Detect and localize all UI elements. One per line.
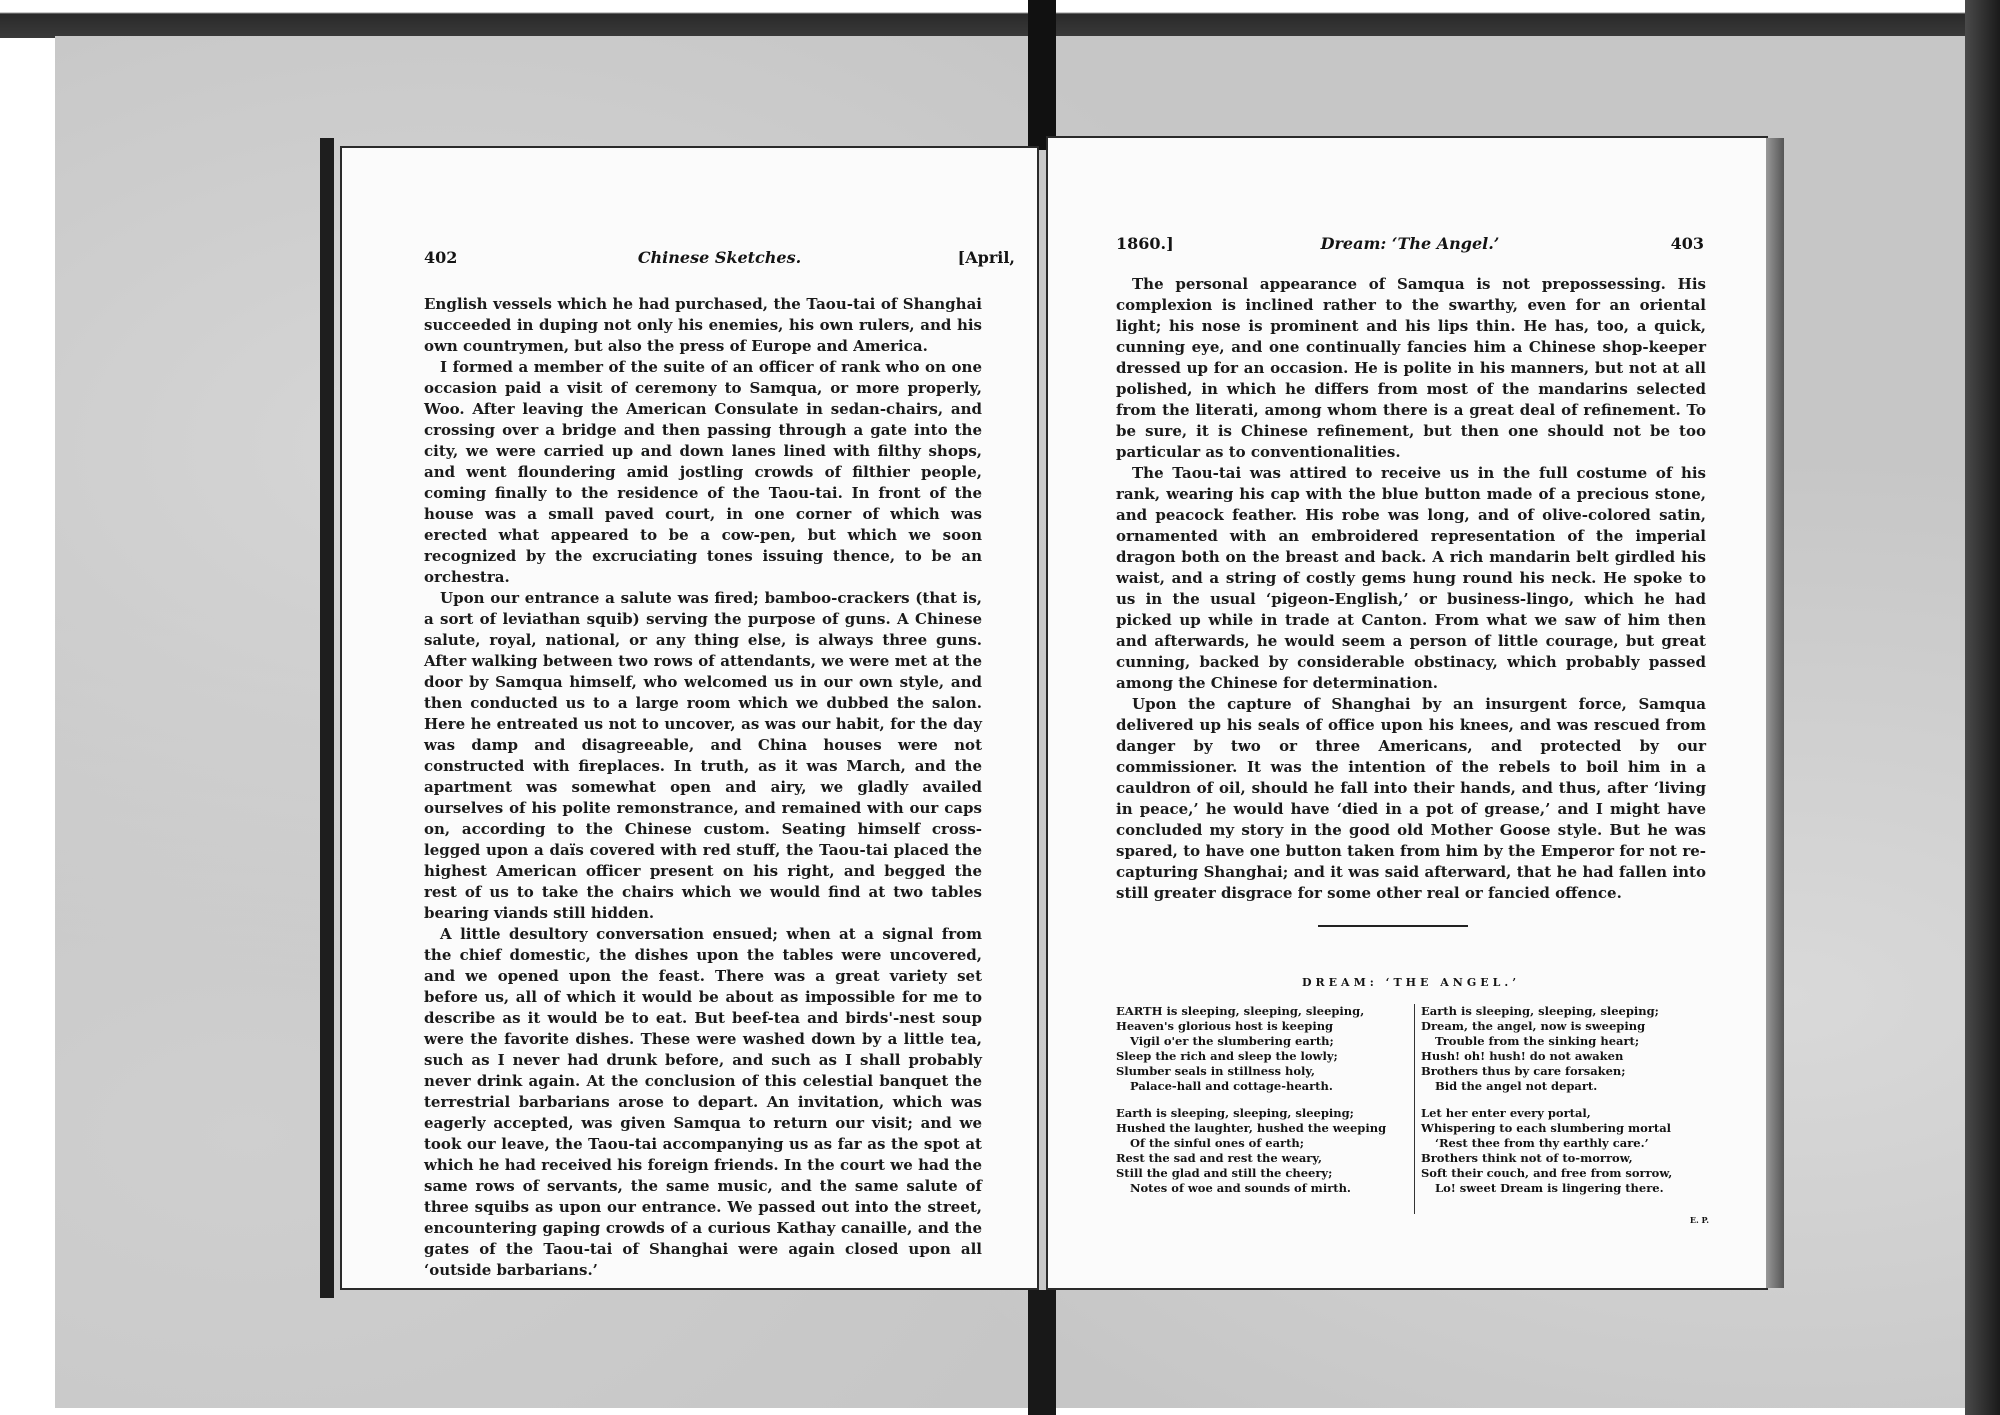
poem-line: Hush! oh! hush! do not awaken (1421, 1049, 1624, 1063)
poem-line: Let her enter every portal, (1421, 1106, 1591, 1120)
paragraph: Upon the capture of Shanghai by an insurgent force, Samqua delivered up his seals of office upon his knees, and was rescued from danger by two or three Americans, and protected by our commissioner. It was the intention of the rebels to boil him in a cauldron of oil, should he fall into their hands, and thus, after ‘living in peace,’ he would have ‘died in a pot of grease,’ and I might have concluded my story in the good old Mother Goose style. But he was spared, to have one button taken from him by the Emperor for not re-capturing Shanghai; and it was said afterward, that he had fallen into still greater disgrace for some other real or fancied offence. (1116, 695, 1706, 902)
poem-line: Earth is sleeping, sleeping, sleeping; (1116, 1106, 1354, 1120)
poem-line: Rest the sad and rest the weary, (1116, 1151, 1322, 1165)
poem-line: Heaven's glorious host is keeping (1116, 1019, 1334, 1033)
paragraph: English vessels which he had purchased, the Taou-tai of Shanghai succeeded in duping not only his enemies, his own rulers, and his own countrymen, but also the press of Europe and America. (424, 295, 982, 355)
left-page (342, 148, 1037, 1288)
paragraph: A little desultory conversation ensued; when at a signal from the chief domestic, the dishes upon the tables were uncovered, and we opened upon the feast. There was a great variety set before us, all of which it would be about as impossible for me to describe as it would be to eat. But beef-tea and birds'-nest soup were the favorite dishes. These were washed down by a little tea, such as I never had drunk before, and such as I shall probably never drink again. At the conclusion of this celestial banquet the terrestrial barbarians arose to depart. An invitation, which was eagerly accepted, was given Samqua to return our visit; and we took our leave, the Taou-tai accompanying us as far as the spot at which he had received his foreign friends. In the court we had the same rows of servants, the same music, and the same salute of three squibs as upon our entrance. We passed out into the street, encountering gaping crowds of a curious Kathay canaille, and the gates of the Taou-tai of Shanghai were again closed upon all ‘outside barbarians.’ (424, 925, 982, 1279)
page-number: 403 (1670, 234, 1704, 253)
poem-line: Still the glad and still the cheery; (1116, 1166, 1333, 1180)
poem-signature: E. P. (1689, 1215, 1709, 1225)
poem-line: Soft their couch, and free from sorrow, (1421, 1166, 1673, 1180)
poem-column-1 (1116, 1004, 1408, 1196)
poem-line: ‘Rest thee from thy earthly care.’ (1435, 1136, 1649, 1150)
poem-line: Vigil o'er the slumbering earth; (1130, 1034, 1334, 1048)
poem-line: Hushed the laughter, hushed the weeping (1116, 1121, 1387, 1135)
paragraph: The Taou-tai was attired to receive us in the full costume of his rank, wearing his cap with the blue button made of a precious stone, and peacock feather. His robe was long, and of olive-colored satin, ornamented with an embroidered representation of the imperial dragon both on the breast and back. A rich mandarin belt girdled his waist, and a string of costly gems hung round his neck. He spoke to us in the usual ‘pigeon-English,’ or business-lingo, which he had picked up while in trade at Canton. From what we saw of him then and afterwards, he would seem a person of little courage, but great cunning, backed by considerable obstinacy, which probably passed among the Chinese for determination. (1116, 464, 1706, 692)
poem-line: Trouble from the sinking heart; (1435, 1034, 1640, 1048)
paragraph: I formed a member of the suite of an officer of rank who on one occasion paid a visit of ceremony to Samqua, or more properly, Woo. After leaving the American Consulate in sedan-chairs, and crossing over a bridge and then passing through a gate into the city, we were carried up and down lanes lined with filthy shops, and went floundering amid jostling crowds of filthier people, coming finally to the residence of the Taou-tai. In front of the house was a small paved court, in one corner of which was erected what appeared to be a cow-pen, but which we soon recognized by the excruciating tones issuing thence, to be an orchestra. (424, 358, 982, 586)
paragraph: The personal appearance of Samqua is not prepossessing. His complexion is inclined rather to the swarthy, even for an oriental light; his nose is prominent and his lips thin. He has, too, a quick, cunning eye, and one continually fancies him a Chinese shop-keeper dressed up for an occasion. He is polite in his manners, but not at all polished, in which he differs from most of the mandarins selected from the literati, among whom there is a great deal of refinement. To be sure, it is Chinese refinement, but then one should not be too particular as to conventionalities. (1116, 275, 1706, 461)
poem-line: Brothers thus by care forsaken; (1421, 1064, 1626, 1078)
top-dark-band (0, 0, 2000, 38)
poem-line: Sleep the rich and sleep the lowly; (1116, 1049, 1338, 1063)
poem-line: Notes of woe and sounds of mirth. (1130, 1181, 1351, 1195)
date-label: [April, (957, 248, 1015, 267)
stanza-gap (1421, 1094, 1713, 1106)
poem-line: EARTH is sleeping, sleeping, sleeping, (1116, 1004, 1365, 1018)
left-cover-edge (320, 138, 334, 1298)
running-title: Dream: ‘The Angel.’ (1320, 234, 1500, 253)
right-page-body (1116, 274, 1706, 904)
book-spine-top (1028, 0, 1056, 150)
poem-line: Bid the angel not depart. (1435, 1079, 1598, 1093)
page-number: 402 (424, 248, 458, 267)
book-spine-bottom (1028, 1290, 1056, 1415)
poem-line: Brothers think not of to-morrow, (1421, 1151, 1633, 1165)
poem-line: Of the sinful ones of earth; (1130, 1136, 1305, 1150)
right-page-header (1116, 234, 1704, 260)
poem-column-2 (1414, 1004, 1713, 1225)
running-title: Chinese Sketches. (637, 248, 802, 267)
poem-title: DREAM: ‘THE ANGEL.’ (1301, 976, 1521, 989)
poem-line: Dream, the angel, now is sweeping (1421, 1019, 1646, 1033)
section-divider (1318, 925, 1468, 927)
stanza-gap (1116, 1094, 1408, 1106)
right-dark-edge (1965, 0, 2000, 1415)
paragraph: Upon our entrance a salute was fired; bamboo-crackers (that is, a sort of leviathan squib) serving the purpose of guns. A Chinese salute, royal, national, or any thing else, is always three guns. After walking between two rows of attendants, we were met at the door by Samqua himself, who welcomed us in our own style, and then conducted us to a large room which we dubbed the salon. Here he entreated us not to uncover, as was our habit, for the day was damp and disagreeable, and China houses were not constructed with fireplaces. In truth, as it was March, and the apartment was somewhat open and airy, we gladly availed ourselves of his polite remonstrance, and remained with our caps on, according to the Chinese custom. Seating himself cross-legged upon a daïs covered with red stuff, the Taou-tai placed the highest American officer present on his right, and begged the rest of us to take the chairs which we would find at two tables bearing viands still hidden. (424, 589, 982, 922)
poem-line: Whispering to each slumbering mortal (1421, 1121, 1672, 1135)
left-page-header (424, 248, 1015, 274)
poem-line: Earth is sleeping, sleeping, sleeping; (1421, 1004, 1659, 1018)
date-label: 1860.] (1116, 234, 1174, 253)
left-page-body (424, 294, 982, 1281)
poem-line: Lo! sweet Dream is lingering there. (1435, 1181, 1664, 1195)
right-page (1048, 138, 1766, 1288)
poem-line: Slumber seals in stillness holy, (1116, 1064, 1315, 1078)
poem-line: Palace-hall and cottage-hearth. (1130, 1079, 1333, 1093)
